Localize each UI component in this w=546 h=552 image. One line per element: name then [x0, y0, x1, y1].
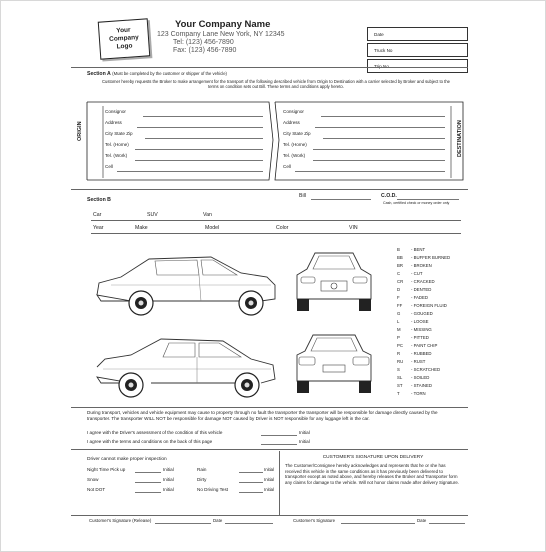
car-side-view-right[interactable] [91, 245, 281, 321]
legend-row: C - CUT [397, 271, 423, 276]
origin-tel-work-input[interactable] [135, 160, 263, 161]
origin-cell-input[interactable] [117, 171, 263, 172]
origin-consignor-input[interactable] [143, 116, 263, 117]
legend-row: M - MISSING [397, 327, 432, 332]
field-make: Make [135, 225, 148, 231]
type-row-line [91, 220, 461, 221]
header-divider [71, 67, 468, 68]
origin-tel-home-label: Tel. (Home) [105, 142, 129, 147]
legend-row: R - RUBBED [397, 351, 432, 356]
initial-label: Initial [163, 477, 174, 482]
legend-row: SL - SOILED [397, 375, 430, 380]
date-box[interactable]: Date [367, 27, 468, 41]
legend-row: L - LOOSE [397, 319, 429, 324]
initial-label: Initial [264, 487, 275, 492]
legend-row: RU - RUST [397, 359, 426, 364]
origin-address-input[interactable] [137, 127, 263, 128]
trip-no-box[interactable]: Trip No [367, 59, 468, 73]
logo-line-1: Your [116, 26, 131, 35]
release-signature-input[interactable] [155, 523, 211, 524]
release-date-label: Date [213, 518, 223, 523]
inspection-night-initial-input[interactable] [135, 472, 161, 473]
origin-address-label: Address [105, 120, 122, 125]
destination-tel-home-input[interactable] [313, 149, 445, 150]
legend-row: D - DENTED [397, 287, 432, 292]
destination-cell-input[interactable] [295, 171, 445, 172]
legend-row: BB - BUFFER BURNED [397, 255, 451, 260]
destination-tel-work-input[interactable] [313, 160, 445, 161]
destination-cell-label: Cell [283, 164, 291, 169]
section-a-subtitle: (Must be completed by the customer or shipper of the vehicle) [112, 71, 227, 76]
section-b-divider [71, 189, 468, 190]
destination-address-input[interactable] [315, 127, 445, 128]
initial-label: Initial [163, 487, 174, 492]
logo-line-3: Logo [116, 42, 133, 51]
agreement-condition-initial-label: Initial [299, 430, 310, 435]
disclaimer-text: During transport, vehicles and vehicle equipment may cause to property through no fault the transporter the transporter will be responsible for damage directly caused by the transporter. The transporter WILL NOT be responsible for damage NOT caused by Driver is NOT responsible for any luggage left in the car. [87, 410, 438, 421]
truck-no-box[interactable]: Truck No [367, 43, 468, 57]
customer-signature-heading: CUSTOMER'S SIGNATURE UPON DELIVERY [322, 455, 424, 460]
inspection-dirty[interactable]: Dirty [197, 477, 207, 482]
origin-label: ORIGIN [77, 121, 83, 141]
destination-city-label: City State Zip [283, 131, 311, 136]
inspection-no-driving-test-initial-input[interactable] [239, 492, 263, 493]
inspection-snow-initial-input[interactable] [135, 482, 161, 483]
legend-row: ST - STAINED [397, 383, 432, 388]
destination-consignor-input[interactable] [321, 116, 445, 117]
footer-divider [71, 515, 468, 516]
bill-input[interactable] [311, 199, 371, 200]
inspection-divider [71, 449, 468, 450]
initial-label: Initial [264, 467, 275, 472]
company-tel: Tel: (123) 456-7890 [173, 39, 234, 46]
agreement-terms-initial-label: Initial [299, 439, 310, 444]
company-logo [98, 18, 151, 59]
legend-row: F - FADED [397, 295, 428, 300]
inspection-rain-initial-input[interactable] [239, 472, 263, 473]
initial-label: Initial [264, 477, 275, 482]
origin-tel-home-input[interactable] [135, 149, 263, 150]
inspection-no-driving-test[interactable]: No Driving Test [197, 487, 229, 492]
legend-row: PC - PAINT CHIP [397, 343, 438, 348]
section-b-title: Section B [87, 197, 111, 203]
inspection-not-dot-initial-input[interactable] [135, 492, 161, 493]
section-a-paragraph: Customer hereby requests the Broker to make arrangement for the transport of the following described vehicle from Origin to Destination with a carrier selected by Broker and subject to the terms on condition sets out Bill. These terms and conditions apply hereto. [102, 79, 450, 89]
legend-row: FF - FOREIGN FLUID [397, 303, 447, 308]
section-a-title: Section A [87, 71, 111, 77]
type-van[interactable]: Van [203, 212, 212, 218]
origin-city-label: City State Zip [105, 131, 133, 136]
disclaimer-divider [71, 407, 468, 408]
destination-label: DESTINATION [457, 120, 463, 157]
origin-consignor-label: Consignor [105, 109, 126, 114]
legend-row: BR - BROKEN [397, 263, 432, 268]
field-vin: VIN [349, 225, 358, 231]
agreement-terms-text: I agree with the terms and conditions on the back of this page [87, 439, 213, 444]
type-car[interactable]: Car [93, 212, 102, 218]
field-color: Color [276, 225, 289, 231]
company-name: Your Company Name [175, 19, 271, 30]
legend-row: G - GOUGED [397, 311, 433, 316]
car-rear-view[interactable] [289, 329, 379, 399]
car-front-view[interactable] [289, 247, 379, 317]
destination-consignor-label: Consignor [283, 109, 304, 114]
customer-signature-text: The Customer/Consignee hereby acknowledges and represents that he or she has received this vehicle in the same conditions as it has previously been delivered to transporter except as noted above, and hereby releases the Broker and Transporter form any claims for damage to the vehicle. Will not honor claims made after delivery Signature. [285, 463, 459, 485]
car-side-view-left[interactable] [91, 327, 281, 403]
destination-address-label: Address [283, 120, 300, 125]
inspection-heading: Driver cannot make proper inspection [87, 457, 167, 462]
customer-signature-label: Customer's Signature [293, 518, 336, 523]
type-suv[interactable]: SUV [147, 212, 158, 218]
legend-row: S - SCRATCHED [397, 367, 441, 372]
inspection-form [71, 15, 468, 545]
initial-label: Initial [163, 467, 174, 472]
legend-row: P - PITTED [397, 335, 429, 340]
customer-signature-input[interactable] [341, 523, 415, 524]
field-year: Year [93, 225, 104, 231]
inspection-not-dot[interactable]: Not DOT [87, 487, 106, 492]
logo-line-2: Company [108, 33, 139, 44]
inspection-dirty-initial-input[interactable] [239, 482, 263, 483]
destination-city-input[interactable] [323, 138, 445, 139]
origin-tel-work-label: Tel. (Work) [105, 153, 128, 158]
section-a-heading [87, 71, 227, 77]
customer-date-label: Date [417, 518, 427, 523]
field-model: Model [205, 225, 220, 231]
inspection-rain[interactable]: Rain [197, 467, 207, 472]
inspection-night[interactable]: Night Time Pick up [87, 467, 126, 472]
origin-cell-label: Cell [105, 164, 113, 169]
agreement-condition-text: I agree with the Driver's assessment of the condition of this vehicle [87, 430, 223, 435]
legend-row: CR - CRACKED [397, 279, 435, 284]
cod-note: Cash, certified check or money order only [383, 201, 450, 205]
company-address: 123 Company Lane New York, NY 12345 [157, 31, 285, 38]
release-date-input[interactable] [225, 523, 273, 524]
destination-tel-work-label: Tel. (Work) [283, 153, 306, 158]
origin-city-input[interactable] [145, 138, 263, 139]
customer-date-input[interactable] [429, 523, 465, 524]
cod-input[interactable] [397, 199, 459, 200]
origin-destination-frame [79, 100, 471, 186]
destination-tel-home-label: Tel. (Home) [283, 142, 307, 147]
cod-label: C.O.D. [381, 193, 397, 199]
field-row-line [91, 233, 461, 234]
inspection-column-divider [279, 451, 280, 515]
bill-label: Bill [299, 193, 306, 199]
agreement-terms-initial-input[interactable] [261, 444, 297, 445]
legend-row: T - TORN [397, 391, 426, 396]
legend-row: B - BENT [397, 247, 426, 252]
company-fax: Fax: (123) 456-7890 [173, 47, 237, 54]
agreement-condition-initial-input[interactable] [261, 435, 297, 436]
release-signature-label: Customer's Signature (Release) [89, 518, 152, 523]
inspection-snow[interactable]: Snow [87, 477, 99, 482]
